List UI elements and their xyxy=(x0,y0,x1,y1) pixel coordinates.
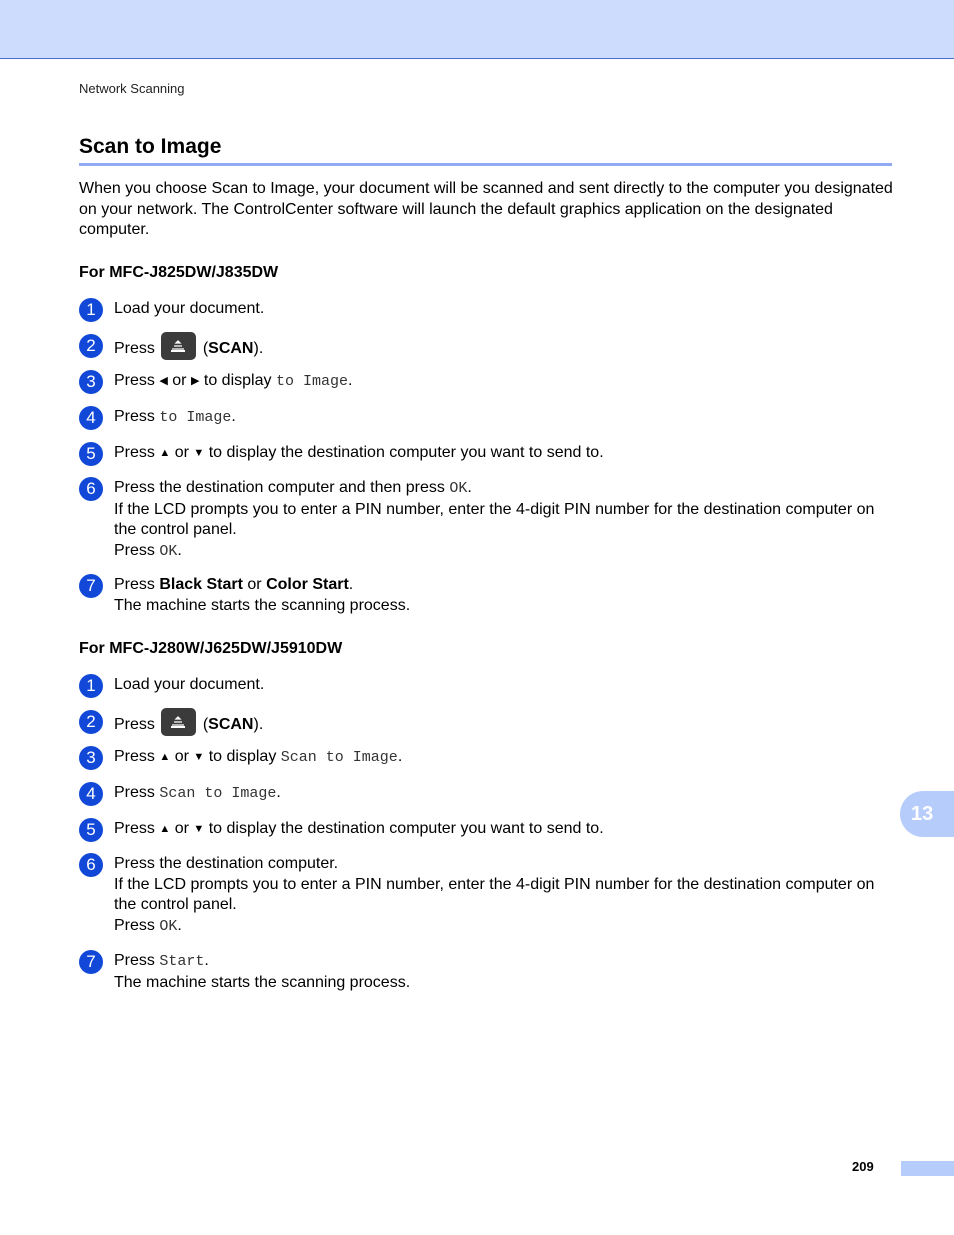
step-number-badge: 5 xyxy=(79,442,103,466)
lcd-text: OK xyxy=(159,542,178,560)
step-number-badge: 5 xyxy=(79,818,103,842)
step-text: Load your document. xyxy=(114,300,265,317)
step-7: 7 Press Black Start or Color Start. The machine starts the scanning process. xyxy=(79,575,895,616)
lcd-text: OK xyxy=(159,917,178,935)
step-text: Press xyxy=(114,340,155,358)
step-number-badge: 2 xyxy=(79,710,103,734)
up-arrow-icon: ▲ xyxy=(159,447,171,459)
up-arrow-icon: ▲ xyxy=(159,823,171,835)
lcd-text: to Image xyxy=(159,409,232,426)
right-arrow-icon: ▶ xyxy=(190,375,200,387)
down-arrow-icon: ▼ xyxy=(193,823,205,835)
step-note: The machine starts the scanning process. xyxy=(114,596,411,614)
step-6: 6 Press the destination computer. If the LCD prompts you to enter a PIN number, enter the 4-digit PIN number for the destination computer on the control panel. Press OK. xyxy=(79,854,895,937)
model-heading: For MFC-J280W/J625DW/J5910DW xyxy=(79,640,343,657)
step-3: 3 Press ▲ or ▼ to display Scan to Image. xyxy=(79,747,895,769)
up-arrow-icon: ▲ xyxy=(159,751,171,763)
step-1 xyxy=(79,675,895,696)
step-text: Load your document. xyxy=(114,676,265,693)
step-5: 5 Press ▲ or ▼ to display the destination computer you want to send to. xyxy=(79,819,895,841)
lcd-text: Scan to Image xyxy=(280,749,398,766)
step-2: 2 Press (SCAN). xyxy=(79,335,895,363)
step-1 xyxy=(79,299,895,320)
step-4: 4 Press Scan to Image. xyxy=(79,783,895,805)
step-6: 6 Press the destination computer and then press OK. If the LCD prompts you to enter a PIN number, enter the 4-digit PIN number for the destination computer on the control panel. Press OK. xyxy=(79,478,895,562)
scan-button-icon xyxy=(161,332,196,360)
step-number-badge: 1 xyxy=(79,674,103,698)
running-head: Network Scanning xyxy=(79,81,185,96)
left-arrow-icon: ◀ xyxy=(159,375,168,387)
step-number-badge: 3 xyxy=(79,370,103,394)
step-number-badge: 4 xyxy=(79,406,103,430)
lcd-text: OK xyxy=(449,480,468,497)
lcd-text: Start xyxy=(159,953,205,970)
section-title: Scan to Image xyxy=(79,135,892,166)
scan-label: SCAN xyxy=(208,340,254,358)
step-number-badge: 7 xyxy=(79,950,103,974)
step-number-badge: 6 xyxy=(79,477,103,501)
step-number-badge: 6 xyxy=(79,853,103,877)
key-label: Color Start xyxy=(266,576,349,593)
lcd-text: to Image xyxy=(275,373,348,390)
step-note: The machine starts the scanning process. xyxy=(114,973,411,991)
lcd-text: Scan to Image xyxy=(159,785,277,802)
step-note: If the LCD prompts you to enter a PIN number, enter the 4-digit PIN number for the destination computer on the control panel. xyxy=(114,500,875,538)
intro-paragraph: When you choose Scan to Image, your document will be scanned and sent directly to the computer you designated on your network. The ControlCenter software will launch the default graphics application on the designated computer. xyxy=(79,180,893,238)
step-7: 7 Press Start. The machine starts the scanning process. xyxy=(79,951,895,993)
page-number: 209 xyxy=(852,1159,874,1174)
step-number-badge: 3 xyxy=(79,746,103,770)
model-heading: For MFC-J825DW/J835DW xyxy=(79,264,279,281)
step-5: 5 Press ▲ or ▼ to display the destination computer you want to send to. xyxy=(79,443,895,465)
step-4: 4 Press to Image. xyxy=(79,407,895,429)
header-band xyxy=(0,0,954,59)
step-3: 3 Press ◀ or ▶ to display to Image. xyxy=(79,371,895,393)
down-arrow-icon: ▼ xyxy=(193,447,205,459)
scan-label: SCAN xyxy=(208,716,254,734)
step-note: If the LCD prompts you to enter a PIN number, enter the 4-digit PIN number for the destination computer on the control panel. xyxy=(114,875,875,913)
step-number-badge: 7 xyxy=(79,574,103,598)
step-number-badge: 4 xyxy=(79,782,103,806)
step-number-badge: 1 xyxy=(79,298,103,322)
scan-button-icon xyxy=(161,708,196,736)
key-label: Black Start xyxy=(159,576,243,593)
step-number-badge: 2 xyxy=(79,334,103,358)
step-2: 2 Press (SCAN). xyxy=(79,711,895,739)
footer-bar xyxy=(901,1161,954,1176)
down-arrow-icon: ▼ xyxy=(193,751,205,763)
chapter-tab: 13 xyxy=(900,791,954,837)
